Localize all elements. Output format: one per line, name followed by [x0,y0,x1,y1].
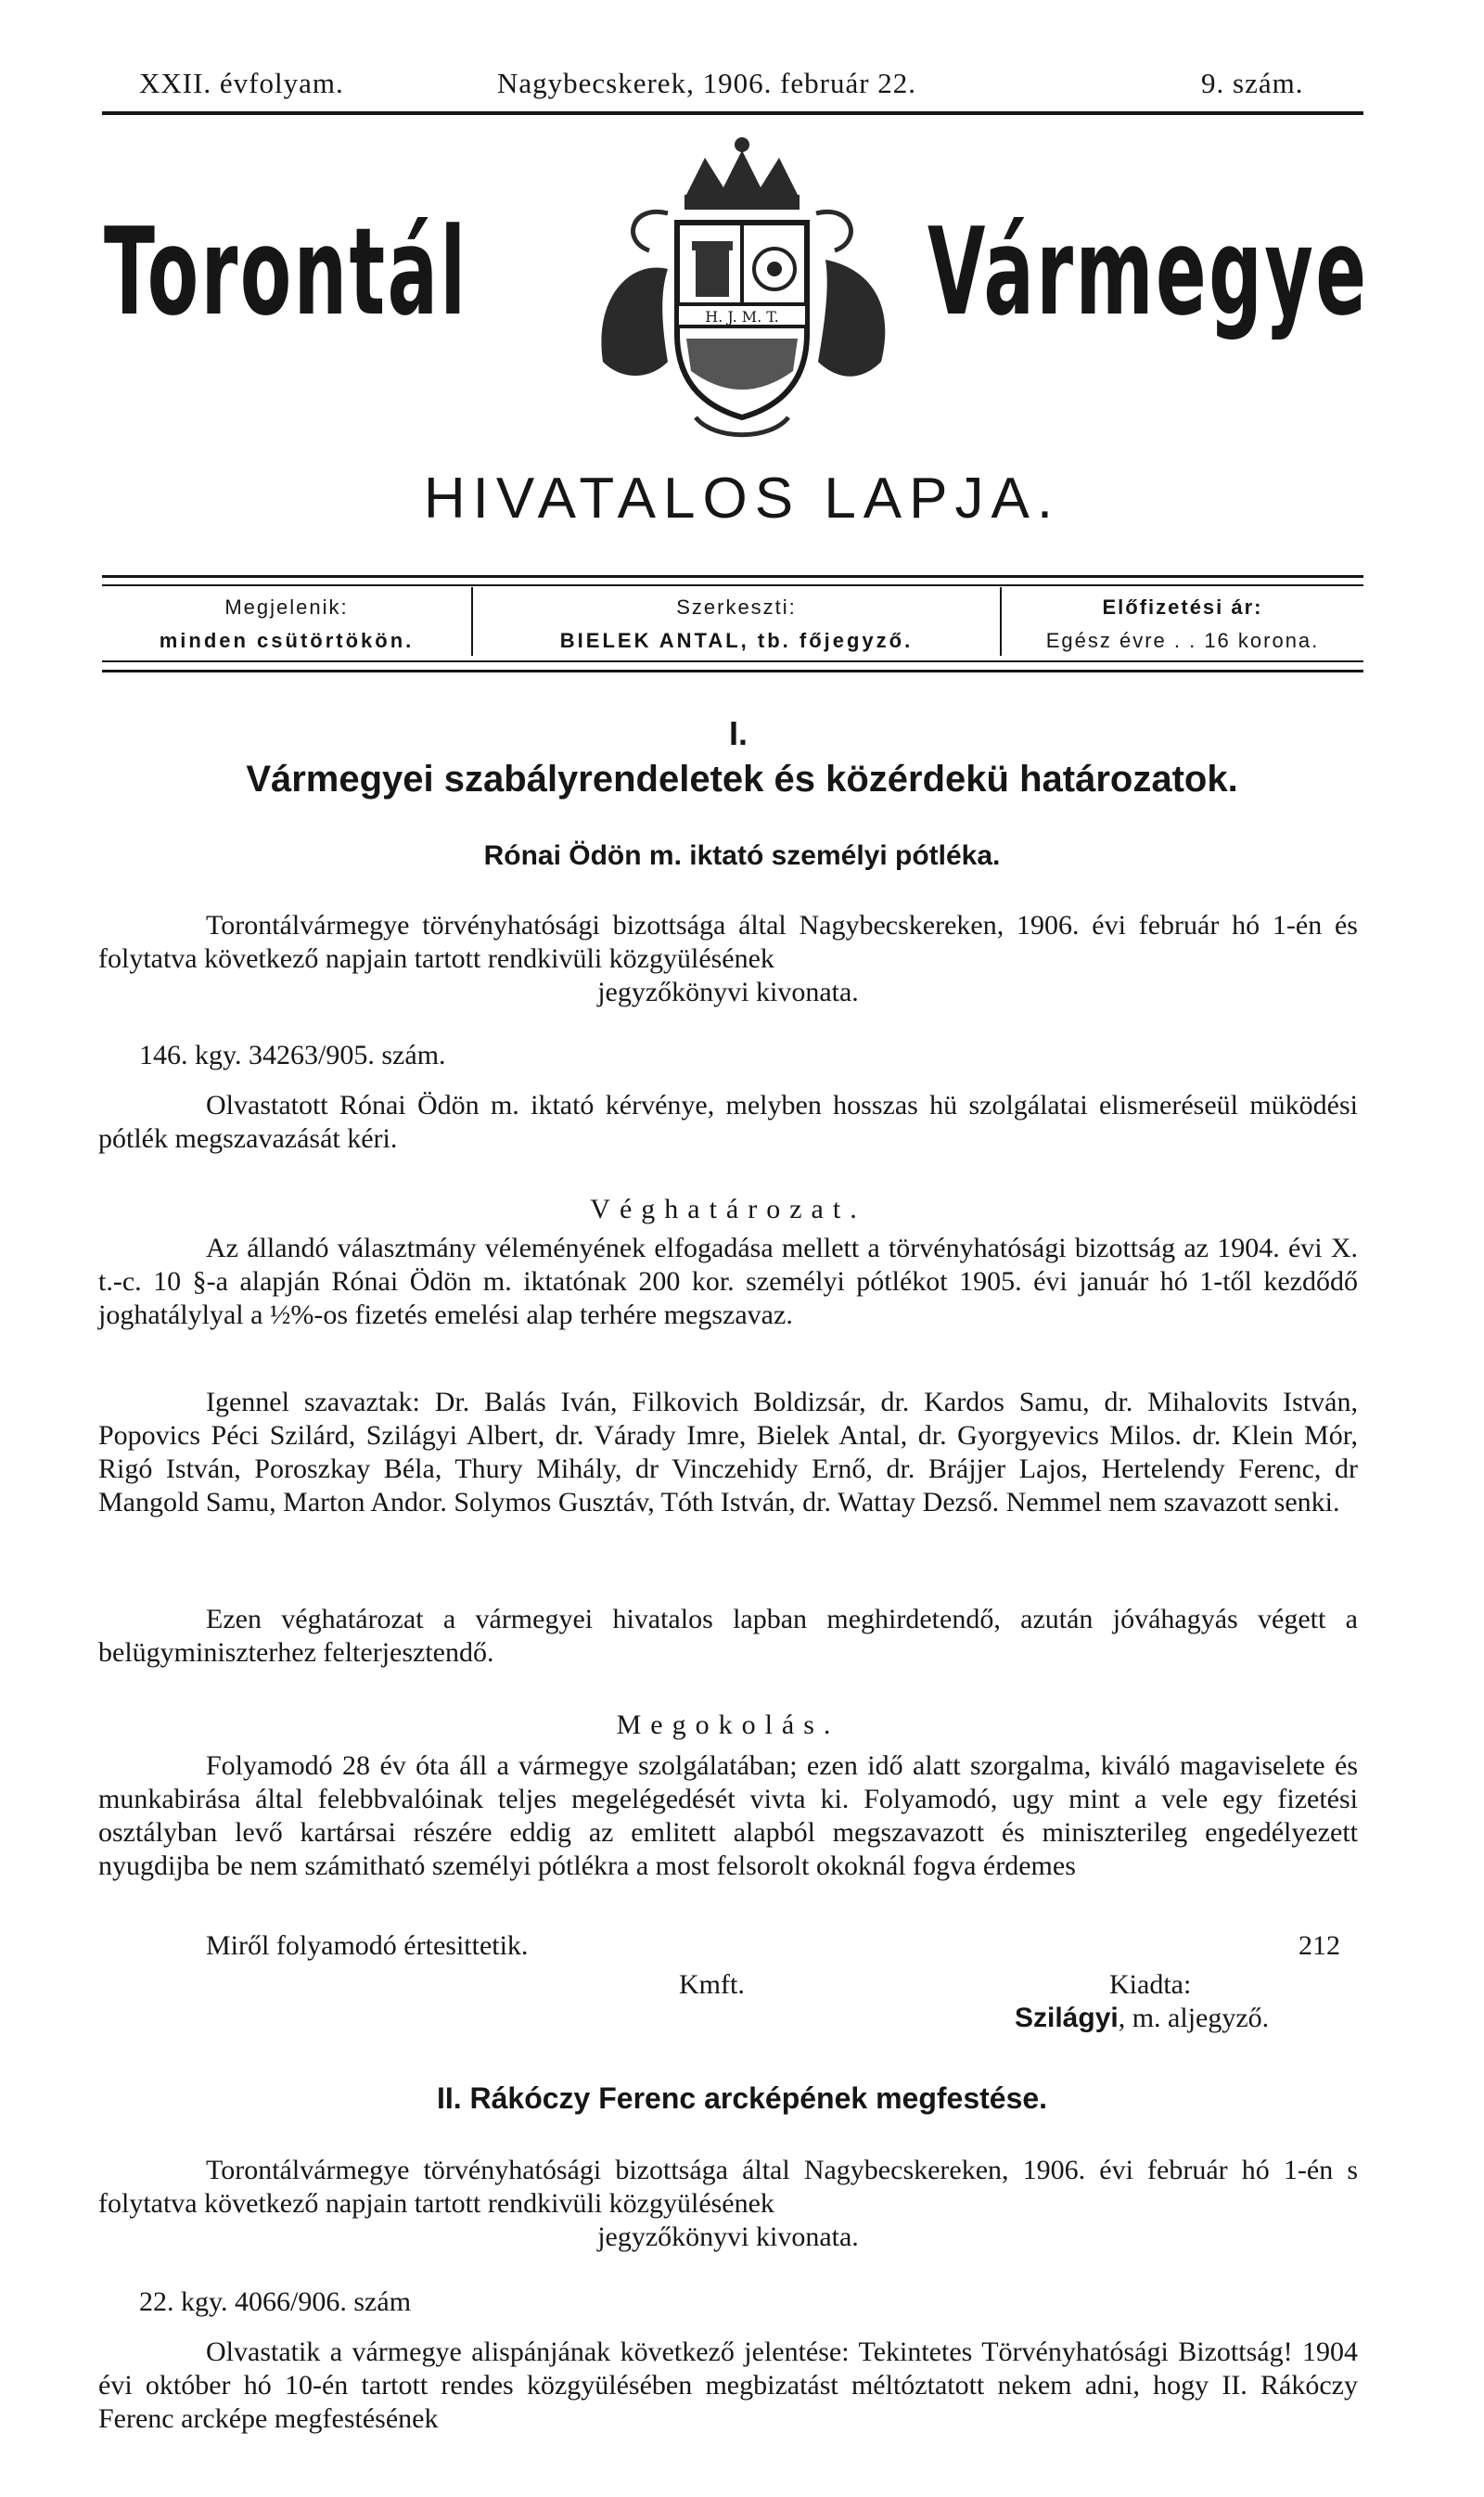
info-editor [473,595,1000,653]
section-1-forward: Ezen véghatározat a vármegyei hivatalos lapban meghirdetendő, azután jóváhagyás végett a belügyminiszterhez felterjesztendő. [98,1604,1358,1668]
info-rule-top-2 [102,584,1363,586]
county-crest [575,130,909,445]
section-1-subtitle: Rónai Ödön m. iktató személyi pótléka. [483,840,1001,871]
page-number: 212 [1298,1930,1340,1961]
title-left: Torontál [104,201,468,342]
section-1-ref: 146. kgy. 34263/905. szám. [139,1040,446,1070]
svg-text:H. J. M. T.: H. J. M. T. [705,308,779,326]
notify-line: Miről folyamodó értesittetik. [206,1930,529,1961]
decision-heading: Véghatározat. [590,1194,866,1224]
signer-name: Szilágyi [1015,2003,1119,2033]
section-1-read: Olvastatott Rónai Ödön m. iktató kérvénye, melyben hosszas hü szolgálatai elismeréseül müködési pótlék megszavazását kéri. [98,1090,1358,1154]
section-2-title: II. Rákóczy Ferenc arcképének megfestése. [436,2081,1048,2115]
info-rule-bottom [102,660,1363,662]
reasons-heading: Megokolás. [616,1709,840,1740]
price-label: Előfizetési ár: [1102,595,1263,619]
top-rule [102,111,1363,115]
title-right: Vármegye [928,201,1369,342]
section-1-decision: Az állandó választmány véleményének elfogadása mellett a törvényhatósági bizottság az 1904. évi X. t.-c. 10 §-a alapján Rónai Ödön m. iktatónak 200 kor. személyi pótlékot 1905. évi január hó 1-től kezdődő joghatálylyal a ½%-os fizetés emelési alap terhére megszavaz. [98,1233,1358,1330]
info-rule-top [102,575,1363,578]
issue-number: 9. szám. [1201,67,1304,99]
section-1-reasons: Folyamodó 28 év óta áll a vármegye szolgálatában; ezen idő alatt szorgalma, kiváló magaviselete és munkabirása által felebbvalóinak teljes megelégedését vivta ki. Folyamodó, ugy mint a vele egy fizetési osztályban levő kartársai részére eddig az emlitett alapból megszavazott és miniszterileg engedélyezett nyugdijba be nem számitható személyi pótlékra a most felsorolt okoknál fogva érdemes [98,1750,1358,1881]
section-1-number: I. [729,714,748,752]
kmft: Kmft. [679,1969,745,2000]
editor-value: BIELEK ANTAL, tb. főjegyző. [559,629,914,652]
subtitle: HIVATALOS LAPJA. [423,467,1061,531]
section-2-read: Olvastatik a vármegye alispánjának következő jelentése: Tekintetes Törvényhatósági Bizottság! 1904 évi október hó 10-én tartott rendes közgyülésében megbizatást méltóztatott nekem adni, hogy II. Rákóczy Ferenc arcképe megfestésének [98,2337,1358,2434]
info-rule-bottom-2 [102,670,1363,672]
intro-text: Torontálvármegye törvényhatósági bizottsága által Nagybecskereken, 1906. évi február hó 1-én és folytatva következő napjain tartott rendkivüli közgyülésének [98,910,1358,974]
masthead-info-row [139,67,1345,108]
info-appears [102,595,471,653]
intro-last: jegyzőkönyvi kivonata. [597,977,859,1007]
section-1-votes: Igennel szavaztak: Dr. Balás Iván, Filkovich Boldizsár, dr. Kardos Samu, dr. Mihalovits István, Popovics Péci Szilárd, Szilágyi Albert, dr. Várady Imre, Bielek Antal, dr. Gyorgyevics Milos. dr. Klein Mór, Rigó István, Poroszkay Béla, Thury Mihály, dr Vinczehidy Ernő, dr. Brájjer Lajos, Hertelendy Ferenc, dr Mangold Samu, Marton Andor. Solymos Gusztáv, Tóth István, dr. Wattay Dezső. Nemmel nem szavazott senki. [98,1387,1358,1517]
appears-value: minden csütörtökön. [159,629,415,652]
info-price [1002,595,1363,653]
section-1-title: Vármegyei szabályrendeletek és közérdekü határozatok. [246,759,1238,800]
place-date: Nagybecskerek, 1906. február 22. [497,67,917,99]
editor-label: Szerkeszti: [676,595,797,619]
signer [1015,2002,1269,2035]
volume-label: XXII. évfolyam. [139,67,344,99]
crest-icon [575,130,909,445]
signer-title: , m. aljegyző. [1118,2003,1270,2033]
section-1-intro [98,909,1358,1009]
appears-label: Megjelenik: [224,595,349,619]
issued-label: Kiadta: [1109,1969,1192,2000]
price-value: Egész évre . . 16 korona. [1045,629,1320,652]
section-2-ref: 22. kgy. 4066/906. szám [139,2286,412,2317]
section-2-intro: Torontálvármegye törvényhatósági bizottsága által Nagybecskereken, 1906. évi február hó 1-én s folytatva következő napjain tartott rendkivüli közgyülésének jegyzőkönyvi kivonata. [98,2155,1358,2252]
